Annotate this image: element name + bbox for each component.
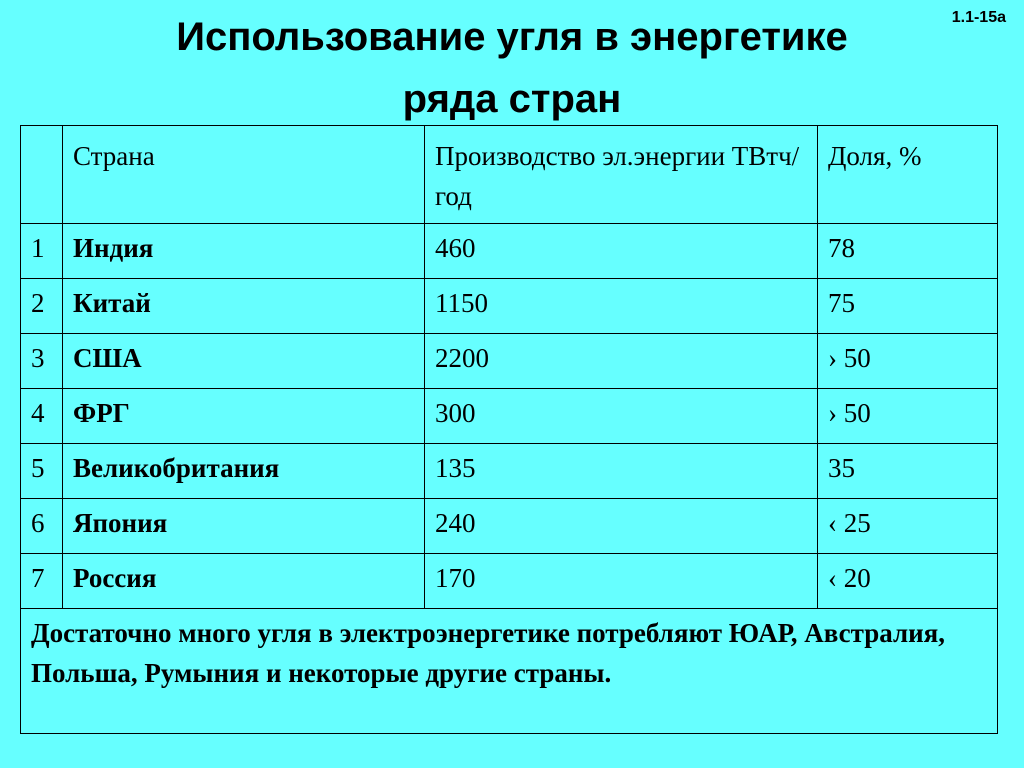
slide-title-line-2: ряда стран [402,77,622,121]
row-share: ‹ 25 [818,499,998,554]
header-share: Доля, % [818,126,998,224]
table-row [21,554,998,609]
coal-usage-table [20,125,998,734]
table-row [21,444,998,499]
row-num: 6 [21,499,63,554]
row-production: 460 [425,224,818,279]
row-country: Россия [63,554,425,609]
row-share: › 50 [818,334,998,389]
row-share: ‹ 20 [818,554,998,609]
row-num: 3 [21,334,63,389]
row-share: › 50 [818,389,998,444]
row-share: 78 [818,224,998,279]
table-row [21,224,998,279]
row-num: 5 [21,444,63,499]
row-production: 300 [425,389,818,444]
table-header-row [21,126,998,224]
row-country: Индия [63,224,425,279]
row-country: Великобритания [63,444,425,499]
header-country: Страна [63,126,425,224]
table-row [21,279,998,334]
row-share: 75 [818,279,998,334]
row-num: 2 [21,279,63,334]
row-production: 135 [425,444,818,499]
row-country: ФРГ [63,389,425,444]
row-num: 4 [21,389,63,444]
header-num [21,126,63,224]
table-row [21,389,998,444]
row-production: 1150 [425,279,818,334]
slide-title [0,6,1024,130]
row-production: 240 [425,499,818,554]
row-country: Китай [63,279,425,334]
row-share: 35 [818,444,998,499]
row-production: 2200 [425,334,818,389]
slide-title-line-1: Использование угля в энергетике [176,15,848,59]
slide-number: 1.1-15а [951,9,1006,26]
row-country: США [63,334,425,389]
table-row [21,334,998,389]
table-note-row [21,609,998,734]
row-num: 7 [21,554,63,609]
row-country: Япония [63,499,425,554]
table-note: Достаточно много угля в электроэнергетике потребляют ЮАР, Австралия, Польша, Румыния и некоторые другие страны. [21,609,998,734]
row-num: 1 [21,224,63,279]
table-row [21,499,998,554]
header-production: Производство эл.энергии ТВтч/год [425,126,818,224]
row-production: 170 [425,554,818,609]
